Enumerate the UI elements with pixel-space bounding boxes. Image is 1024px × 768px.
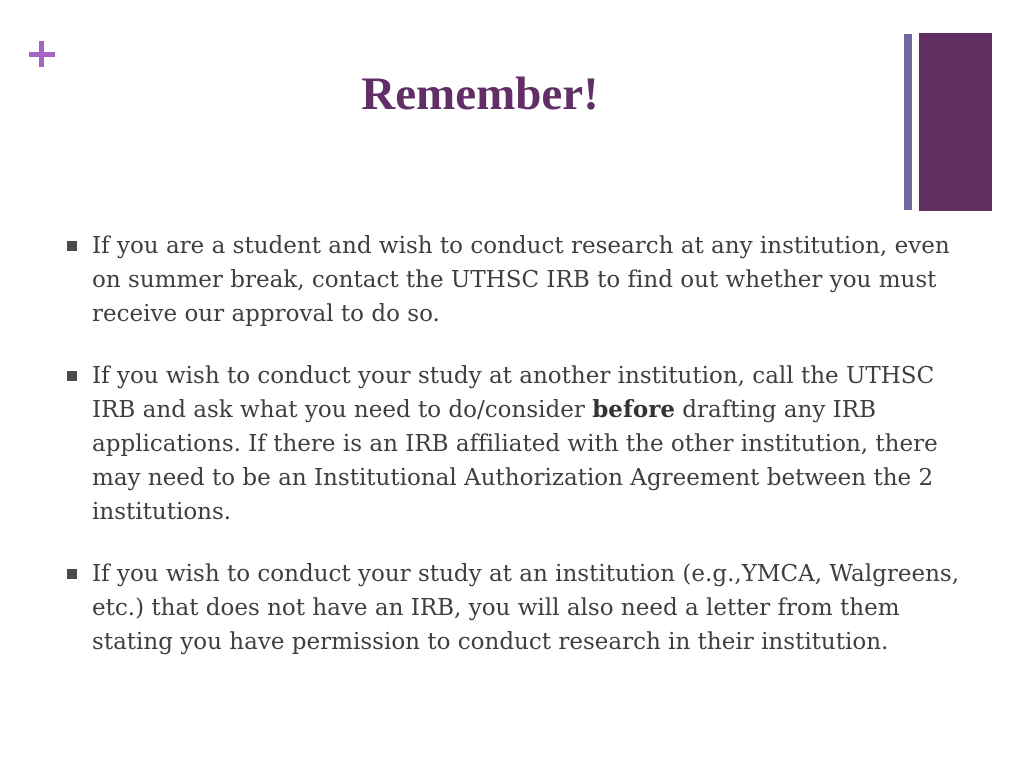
slide-title: Remember!: [361, 68, 599, 120]
decorative-thick-bar: [919, 33, 992, 211]
bullet-text-start: If you wish to conduct your study at another institution, call the UTHSC IRB and ask what you need to do/consider: [92, 363, 935, 423]
square-bullet-icon: [67, 241, 77, 251]
bullet-text-end: drafting any IRB applications. If there is an IRB affiliated with the other institution, there may need to be an Institutional Authorization Agreement between the 2 institutions.: [92, 397, 938, 525]
bullet-item: [67, 229, 967, 331]
bullet-emphasis: before: [592, 396, 675, 423]
bullet-text: If you wish to conduct your study at an institution (e.g.,YMCA, Walgreens, etc.) that does not have an IRB, you will also need a letter from them stating you have permission to conduct research in their institution.: [92, 561, 960, 655]
plus-icon: [28, 40, 56, 68]
bullet-item: [67, 557, 967, 659]
bullet-text: If you are a student and wish to conduct research at any institution, even on summer break, contact the UTHSC IRB to find out whether you must receive our approval to do so.: [92, 233, 950, 327]
square-bullet-icon: [67, 569, 77, 579]
bullet-item: [67, 359, 967, 529]
plus-icon-vertical-bar: [39, 41, 44, 67]
bullet-list: [67, 229, 967, 687]
square-bullet-icon: [67, 371, 77, 381]
decorative-thin-bar: [904, 34, 912, 210]
